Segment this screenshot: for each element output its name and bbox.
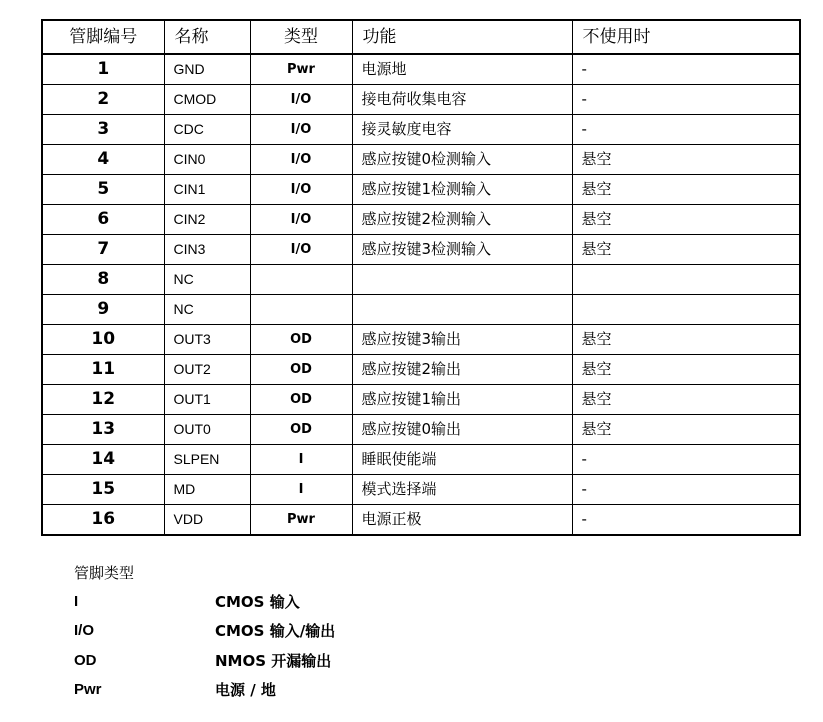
pin-unused-cell: 悬空	[572, 415, 800, 445]
pin-number-cell: 1	[42, 54, 164, 85]
header-when-unused: 不使用时	[572, 20, 800, 54]
legend-code: I	[74, 593, 79, 610]
pin-number-cell: 12	[42, 385, 164, 415]
pin-type-cell: Pwr	[250, 505, 352, 536]
pin-type-cell: I	[250, 445, 352, 475]
pin-number-cell: 9	[42, 295, 164, 325]
pin-function-cell: 感应按键2输出	[352, 355, 572, 385]
legend-description: 电源 / 地	[215, 681, 276, 699]
pin-unused-cell: 悬空	[572, 355, 800, 385]
pin-type-cell: OD	[250, 325, 352, 355]
pin-number-cell: 16	[42, 505, 164, 536]
pin-unused-cell: 悬空	[572, 385, 800, 415]
table-row	[42, 85, 800, 115]
header-type: 类型	[250, 20, 352, 54]
pin-name-cell: CDC	[164, 115, 250, 145]
pin-function-cell: 感应按键3输出	[352, 325, 572, 355]
table-row	[42, 325, 800, 355]
pin-unused-cell	[572, 295, 800, 325]
pin-type-cell: I/O	[250, 145, 352, 175]
table-row	[42, 445, 800, 475]
table-row	[42, 145, 800, 175]
pin-function-cell: 接电荷收集电容	[352, 85, 572, 115]
pin-name-cell: NC	[164, 265, 250, 295]
pin-unused-cell: -	[572, 115, 800, 145]
pin-unused-cell: 悬空	[572, 325, 800, 355]
pin-number-cell: 2	[42, 85, 164, 115]
pin-name-cell: CMOD	[164, 85, 250, 115]
pin-type-cell: I	[250, 475, 352, 505]
pin-name-cell: GND	[164, 54, 250, 85]
pin-number-cell: 13	[42, 415, 164, 445]
pin-name-cell: VDD	[164, 505, 250, 536]
legend-title: 管脚类型	[74, 564, 135, 582]
pin-function-cell: 睡眠使能端	[352, 445, 572, 475]
pin-function-cell: 电源正极	[352, 505, 572, 536]
header-pin-number: 管脚编号	[42, 20, 164, 54]
pin-unused-cell: -	[572, 85, 800, 115]
legend-code: OD	[74, 652, 97, 669]
pin-name-cell: SLPEN	[164, 445, 250, 475]
table-row	[42, 295, 800, 325]
pin-number-cell: 7	[42, 235, 164, 265]
pin-number-cell: 14	[42, 445, 164, 475]
pin-unused-cell	[572, 265, 800, 295]
pin-number-cell: 11	[42, 355, 164, 385]
pin-type-cell	[250, 295, 352, 325]
pin-name-cell: CIN2	[164, 205, 250, 235]
table-row	[42, 205, 800, 235]
pin-name-cell: CIN1	[164, 175, 250, 205]
pin-number-cell: 5	[42, 175, 164, 205]
table-row	[42, 385, 800, 415]
pin-number-cell: 4	[42, 145, 164, 175]
pin-type-cell: OD	[250, 385, 352, 415]
pin-function-cell: 接灵敏度电容	[352, 115, 572, 145]
pin-table	[41, 19, 801, 536]
pin-unused-cell: -	[572, 475, 800, 505]
pin-table-body	[42, 54, 800, 535]
table-row	[42, 54, 800, 85]
pin-type-cell: I/O	[250, 175, 352, 205]
header-name: 名称	[164, 20, 250, 54]
legend-description: CMOS 输入/输出	[215, 622, 336, 640]
pin-number-cell: 8	[42, 265, 164, 295]
table-row	[42, 505, 800, 536]
table-row	[42, 265, 800, 295]
pin-type-cell: I/O	[250, 115, 352, 145]
table-row	[42, 415, 800, 445]
pin-type-cell: I/O	[250, 235, 352, 265]
table-row	[42, 235, 800, 265]
pin-unused-cell: 悬空	[572, 175, 800, 205]
pin-function-cell: 感应按键1检测输入	[352, 175, 572, 205]
legend-code: I/O	[74, 622, 95, 639]
pin-name-cell: NC	[164, 295, 250, 325]
pin-function-cell	[352, 265, 572, 295]
table-row	[42, 355, 800, 385]
pin-unused-cell: -	[572, 54, 800, 85]
pin-unused-cell: 悬空	[572, 145, 800, 175]
pin-name-cell: OUT3	[164, 325, 250, 355]
table-header-row	[42, 20, 800, 54]
pin-name-cell: CIN3	[164, 235, 250, 265]
pin-name-cell: OUT0	[164, 415, 250, 445]
pin-function-cell: 感应按键0检测输入	[352, 145, 572, 175]
pin-function-cell: 电源地	[352, 54, 572, 85]
pin-type-cell	[250, 265, 352, 295]
pin-type-cell: Pwr	[250, 54, 352, 85]
pin-unused-cell: 悬空	[572, 235, 800, 265]
pin-function-cell: 模式选择端	[352, 475, 572, 505]
pin-unused-cell: -	[572, 445, 800, 475]
pin-type-cell: OD	[250, 415, 352, 445]
pin-number-cell: 6	[42, 205, 164, 235]
pin-name-cell: CIN0	[164, 145, 250, 175]
pin-function-cell: 感应按键2检测输入	[352, 205, 572, 235]
legend-code: Pwr	[74, 681, 102, 698]
pin-name-cell: OUT1	[164, 385, 250, 415]
pin-function-cell: 感应按键0输出	[352, 415, 572, 445]
pin-number-cell: 15	[42, 475, 164, 505]
pin-name-cell: OUT2	[164, 355, 250, 385]
pin-number-cell: 10	[42, 325, 164, 355]
header-function: 功能	[352, 20, 572, 54]
pin-type-cell: OD	[250, 355, 352, 385]
legend-description: CMOS 输入	[215, 593, 300, 611]
table-row	[42, 175, 800, 205]
pin-name-cell: MD	[164, 475, 250, 505]
legend-description: NMOS 开漏输出	[215, 652, 332, 670]
pin-unused-cell: 悬空	[572, 205, 800, 235]
pin-function-cell: 感应按键1输出	[352, 385, 572, 415]
table-row	[42, 475, 800, 505]
pin-number-cell: 3	[42, 115, 164, 145]
pin-function-cell	[352, 295, 572, 325]
table-row	[42, 115, 800, 145]
pin-type-cell: I/O	[250, 85, 352, 115]
pin-unused-cell: -	[572, 505, 800, 536]
pin-type-cell: I/O	[250, 205, 352, 235]
pin-function-cell: 感应按键3检测输入	[352, 235, 572, 265]
